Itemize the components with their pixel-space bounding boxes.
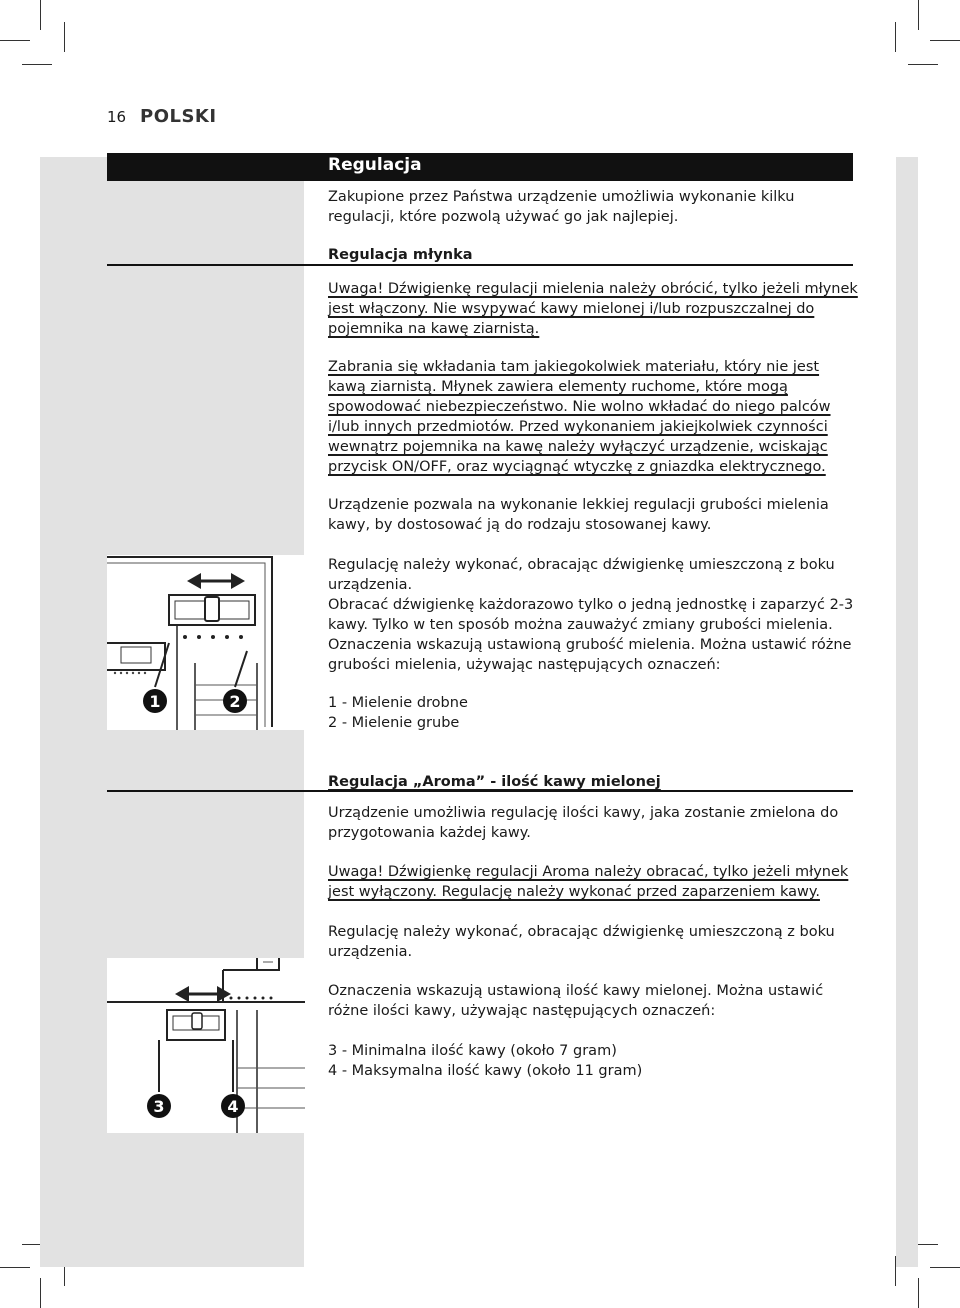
crop-mark (918, 1278, 919, 1308)
aroma-heading-text: Regulacja „Aroma” - ilość kawy mielonej (328, 774, 661, 790)
grinder-danger: Zabrania się wkładania tam jakiegokolwiek materiału, który nie jest kawą ziarnistą. Młynek zawiera elementy ruchome, które mogą spowodować niebezpieczeństwo. Nie wolno wkładać do niego palców i/lub innych przedmiotów. Przed wykonaniem jakiejkolwiek czynności wewnątrz pojemnika na kawę należy wyłączyć urządzenie, wciskając przycisk ON/OFF, oraz wyciągnąć wtyczkę z gniazdka elektrycznego. (328, 359, 831, 475)
margin-column-right (896, 157, 918, 1267)
grinder-illustration (107, 555, 305, 730)
crop-mark (918, 0, 919, 30)
grinder-heading: Regulacja młynka (328, 247, 473, 263)
page-language: POLSKI (140, 106, 217, 127)
grinder-label-1: 1 (149, 692, 161, 711)
crop-mark (908, 64, 938, 65)
grinder-instruction-1: Regulację należy wykonać, obracając dźwigienkę umieszczoną z boku urządzenia. (328, 557, 835, 593)
crop-mark (0, 40, 30, 41)
option-min: 3 - Minimalna ilość kawy (około 7 gram) (328, 1043, 617, 1059)
aroma-label-4: 4 (227, 1097, 239, 1116)
section-title: Regulacja (328, 155, 422, 175)
crop-mark (930, 1267, 960, 1268)
grinder-instructions (328, 555, 858, 675)
grinder-warning: Uwaga! Dźwigienkę regulacji mielenia należy obrócić, tylko jeżeli młynek jest włączony. Nie wsypywać kawy mielonej i/lub rozpuszczalnej do pojemnika na kawę ziarnistą. (328, 281, 858, 337)
crop-mark (22, 64, 52, 65)
option-coarse: 2 - Mielenie grube (328, 715, 460, 731)
crop-mark (930, 40, 960, 41)
heading-rule (107, 264, 853, 266)
heading-rule (107, 790, 853, 792)
section-title-bar (107, 153, 853, 181)
crop-mark (64, 22, 65, 52)
aroma-paragraph: Urządzenie umożliwia regulację ilości kawy, jaka zostanie zmielona do przygotowania każdej kawy. (328, 805, 839, 841)
intro-text: Zakupione przez Państwa urządzenie umożliwia wykonanie kilku regulacji, które pozwolą używać go jak najlepiej. (328, 189, 795, 225)
aroma-label-3: 3 (153, 1097, 165, 1116)
grinder-label-2: 2 (229, 692, 241, 711)
grinder-paragraph: Urządzenie pozwala na wykonanie lekkiej regulacji grubości mielenia kawy, by dostosować ją do rodzaju stosowanej kawy. (328, 497, 829, 533)
aroma-warning: Uwaga! Dźwigienkę regulacji Aroma należy obracać, tylko jeżeli młynek jest wyłączony. Regulację należy wykonać przed zaparzeniem kawy. (328, 864, 849, 900)
aroma-options (328, 1041, 858, 1081)
crop-mark (40, 1278, 41, 1308)
grinder-instruction-3: Oznaczenia wskazują ustawioną grubość mielenia. Można ustawić różne grubości mielenia, używając następujących oznaczeń: (328, 637, 852, 673)
aroma-instruction: Regulację należy wykonać, obracając dźwigienkę umieszczoną z boku urządzenia. (328, 924, 835, 960)
aroma-markings: Oznaczenia wskazują ustawioną ilość kawy mielonej. Można ustawić różne ilości kawy, używając następujących oznaczeń: (328, 983, 824, 1019)
section-intro (328, 187, 858, 227)
grinder-options (328, 693, 858, 733)
crop-mark (895, 22, 896, 52)
aroma-heading (328, 772, 858, 792)
crop-mark (0, 1267, 30, 1268)
page-number: 16 (107, 108, 127, 126)
option-max: 4 - Maksymalna ilość kawy (około 11 gram) (328, 1063, 643, 1079)
aroma-illustration (107, 958, 305, 1133)
grinder-instruction-2: Obracać dźwigienkę każdorazowo tylko o jedną jednostkę i zaparzyć 2-3 kawy. Tylko w ten sposób można zauważyć zmiany grubości mielenia. (328, 597, 854, 633)
crop-mark (40, 0, 41, 30)
option-fine: 1 - Mielenie drobne (328, 695, 468, 711)
